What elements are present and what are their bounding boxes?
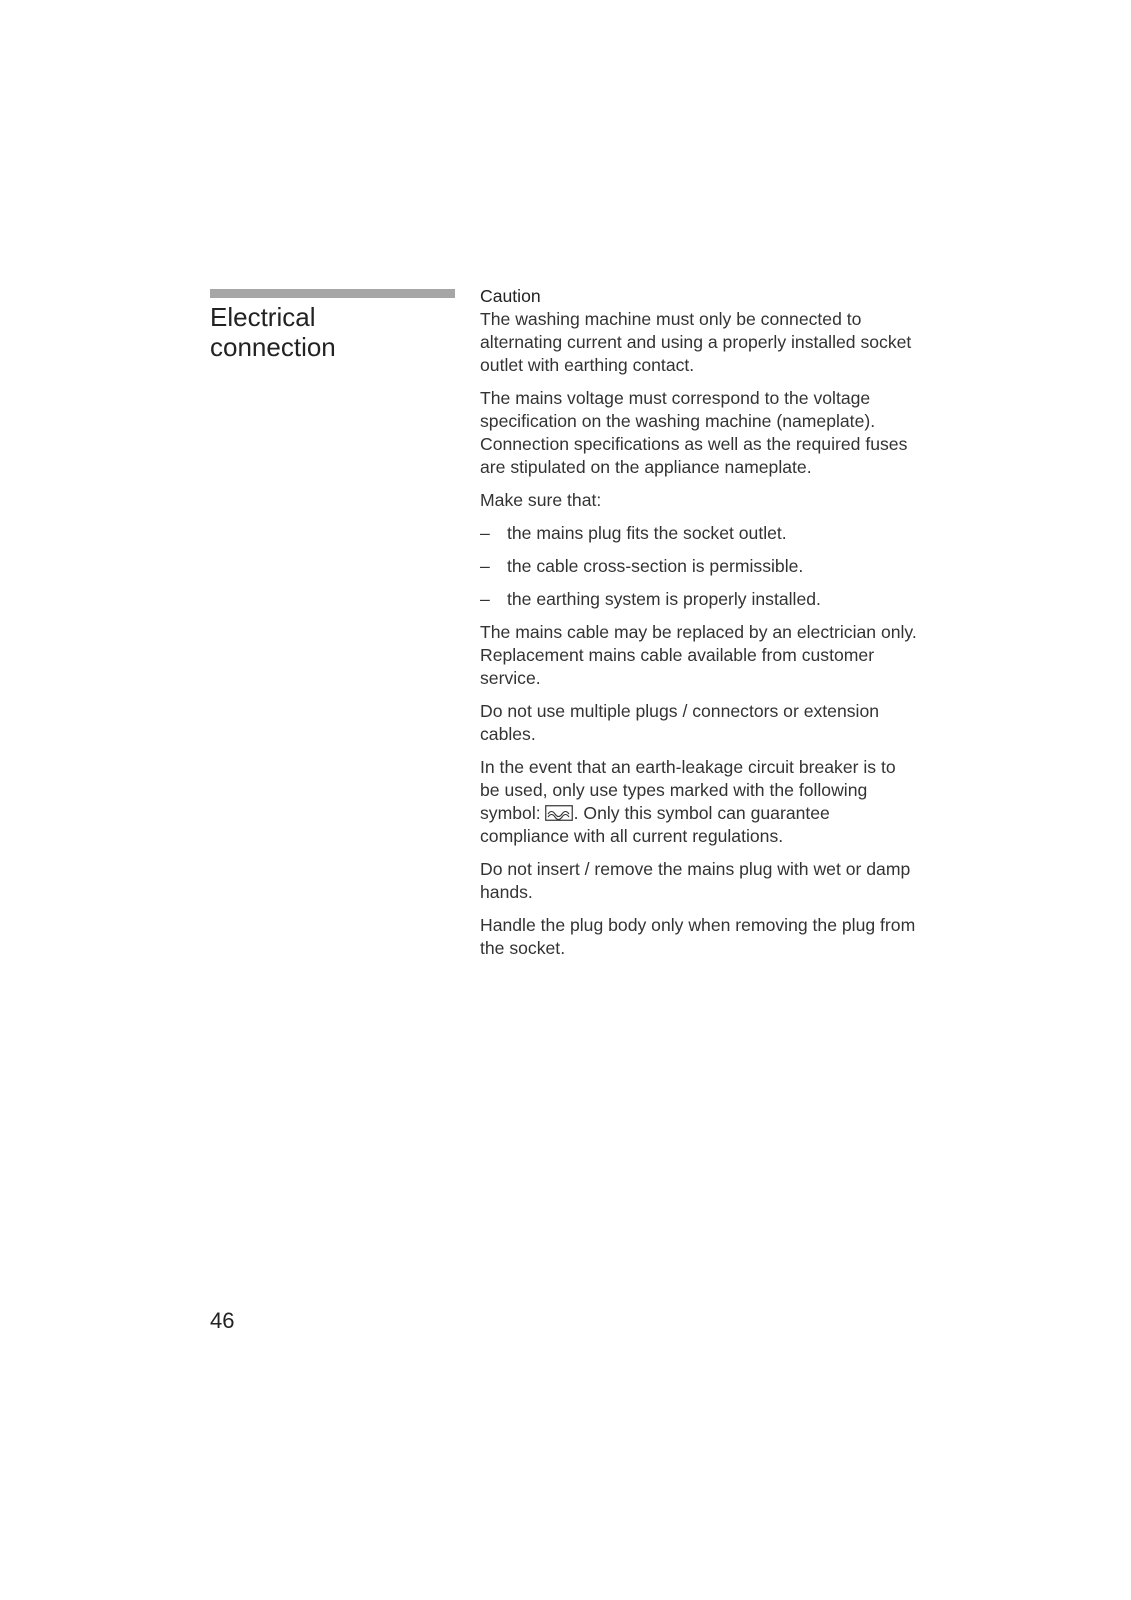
rcd-text-after: . Only this symbol can guarantee compliance with all current regulations. <box>480 803 830 846</box>
wet-hands-paragraph: Do not insert / remove the mains plug with wet or damp hands. <box>480 859 911 902</box>
list-item <box>480 588 920 611</box>
mains-cable-line2: Replacement mains cable available from customer service. <box>480 645 875 688</box>
caution-block <box>480 285 920 377</box>
voltage-paragraph: The mains voltage must correspond to the voltage specification on the washing machine (nameplate). Connection specifications as well as the required fuses are stipulated on the appliance nameplate. <box>480 388 908 477</box>
mains-cable-line1: The mains cable may be replaced by an electrician only. <box>480 622 917 642</box>
dash-bullet: – <box>480 523 490 543</box>
checklist <box>480 522 920 611</box>
section-heading <box>210 302 455 362</box>
page-number: 46 <box>210 1308 235 1333</box>
multiple-plugs-paragraph: Do not use multiple plugs / connectors or extension cables. <box>480 701 880 744</box>
list-item-text: the mains plug fits the socket outlet. <box>507 523 787 543</box>
list-item-text: the earthing system is properly installed. <box>507 589 821 609</box>
rcd-paragraph <box>480 756 920 848</box>
rcd-text-before: In the event that an earth-leakage circuit breaker is to be used, only use types marked with the following symbol: <box>480 757 896 823</box>
section-heading-line2: connection <box>210 332 336 362</box>
caution-text: The washing machine must only be connected to alternating current and using a properly installed socket outlet with earthing contact. <box>480 309 912 375</box>
list-item <box>480 555 920 578</box>
mains-cable-paragraph <box>480 621 920 690</box>
dash-bullet: – <box>480 556 490 576</box>
make-sure-paragraph: Make sure that: <box>480 490 602 510</box>
list-item-text: the cable cross-section is permissible. <box>507 556 804 576</box>
content-column <box>480 285 920 970</box>
earth-leakage-breaker-symbol-icon <box>545 805 573 821</box>
plug-body-paragraph: Handle the plug body only when removing the plug from the socket. <box>480 915 916 958</box>
dash-bullet: – <box>480 589 490 609</box>
list-item <box>480 522 920 545</box>
section-rule <box>210 289 455 298</box>
caution-label: Caution <box>480 286 541 306</box>
section-heading-line1: Electrical <box>210 302 316 332</box>
